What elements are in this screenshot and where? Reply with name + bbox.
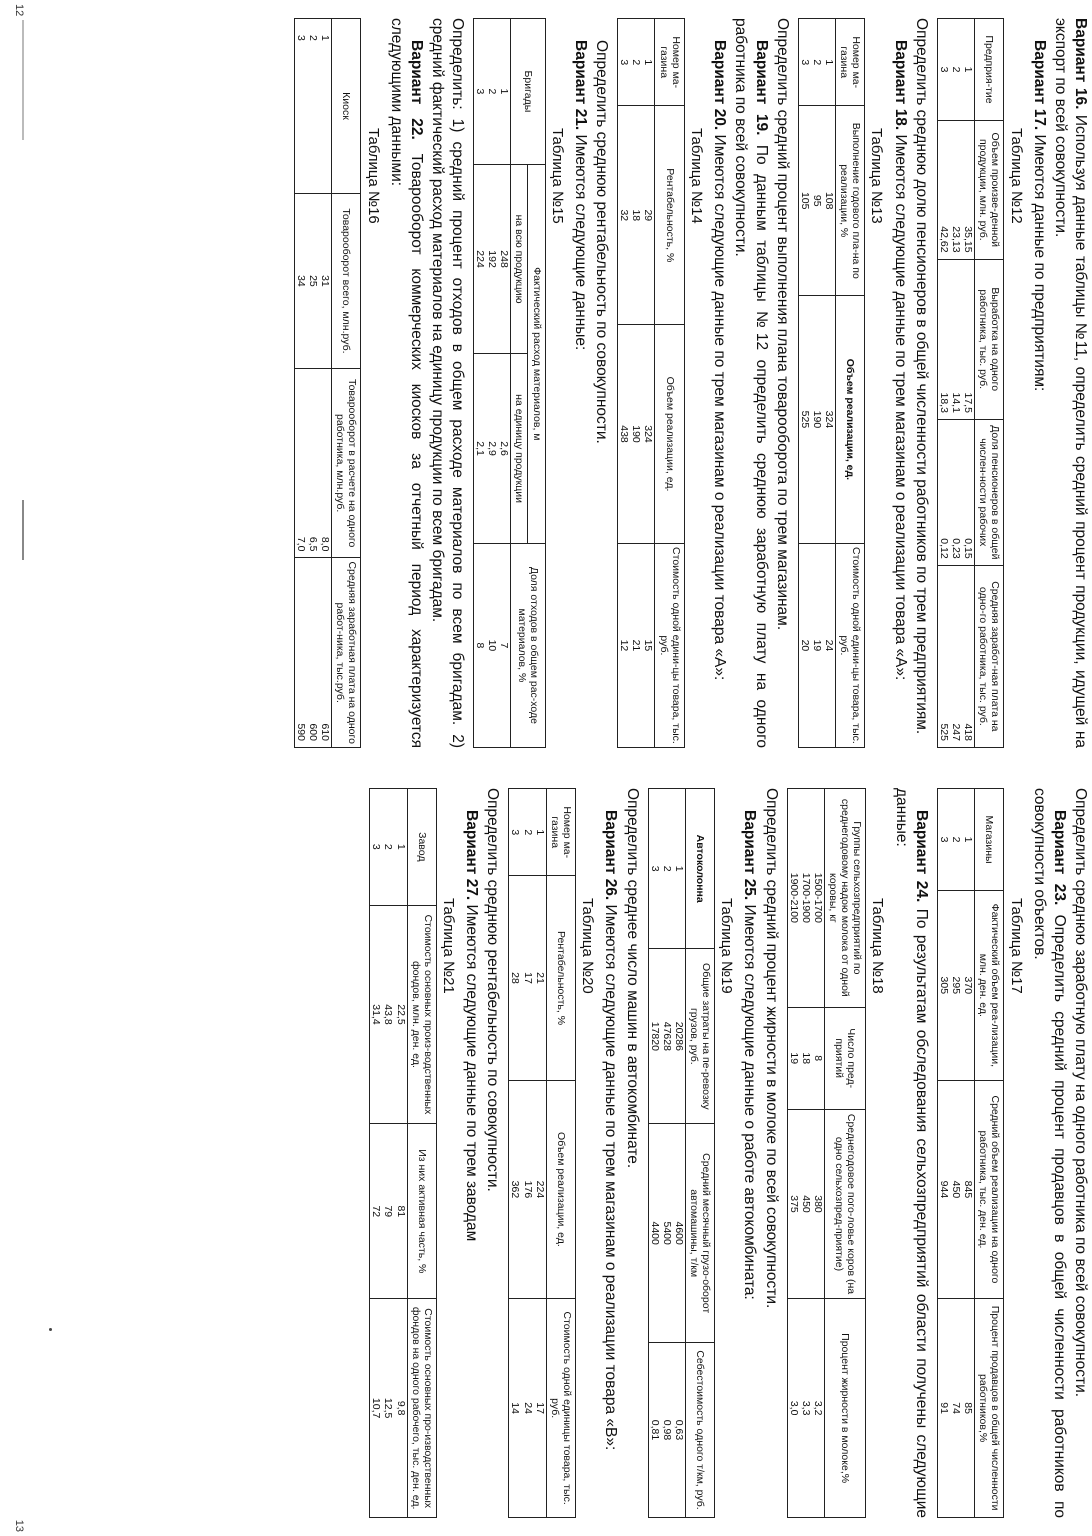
table-row: 3 28 362 14 (509, 789, 522, 1518)
table-row: 1 21 224 17 (534, 789, 547, 1518)
table-row: 3 224 2,1 8 (474, 19, 487, 748)
table-header: Стоимость основных про-изводственных фондов на одного рабочего, тыс. ден. ед. (407, 1299, 436, 1518)
table-row: 2 18 190 21 (630, 19, 642, 748)
table-header: Объем реализации, ед. (655, 325, 684, 544)
right-page-content (363, 788, 1090, 1518)
table-header: Общие затраты на пе-ревозку грузов, руб. (685, 949, 714, 1124)
table-row: 2 192 2,9 10 (486, 19, 498, 748)
table-header: Стоимость одной едини-цы товара, тыс. руб. (655, 543, 684, 747)
variant-26-question: Определить среднюю рентабельность по совокупности. (484, 788, 502, 1192)
table-header: Процент продавцов в общей численности работников,% (974, 1299, 1003, 1518)
table-header: на всю продукцию (511, 164, 528, 354)
table-row: 1 31 8,0 610 (319, 19, 332, 748)
table-17-caption: Таблица №17 (1007, 898, 1025, 994)
table-row: 1 370 845 85 (962, 789, 975, 1518)
table-row: 2 17 176 24 (521, 789, 533, 1518)
table-header: Объем реализации, ед. (835, 296, 864, 544)
table-18-caption: Таблица №18 (869, 898, 887, 994)
variant-20-question: Определить среднюю рентабельность по совокупности. (593, 40, 611, 444)
table-12 (937, 18, 1004, 748)
table-row: 1 248 2,6 7 (498, 19, 511, 748)
table-row: 1 20286 4600 0,63 (673, 789, 686, 1518)
table-row: 3 17820 4400 0,81 (648, 789, 661, 1518)
table-header: Процент жирности в молоке,% (824, 1299, 865, 1518)
table-header: на единицу продукции (511, 354, 528, 544)
table-row: 1 35,15 17,5 0,15 418 (962, 19, 975, 748)
variant-21-question: Определить: 1) средний процент отходов в общем расходе материалов по всем бригадам. 2) средний фактический расход материалов на единицу продукции по всем бригадам. (429, 18, 467, 748)
table-20 (508, 788, 575, 1518)
table-14 (617, 18, 684, 748)
table-header: Магазины (974, 789, 1003, 891)
table-row: 3 105 525 20 (798, 19, 811, 748)
table-header: Средний месячный грузо-оборот автомашины, т/км (685, 1124, 714, 1343)
table-header: Выполнение годового пла-на по реализации, % (835, 106, 864, 296)
scan-speck (49, 1328, 52, 1331)
variant-20: Вариант 20. Имеются следующие данные по трем магазинам о реализации товара «А»: (711, 40, 729, 681)
table-header: Средняя заработная плата на одного работ-ника, тыс.руб. (332, 558, 361, 748)
table-16 (294, 18, 361, 748)
variant-24: Вариант 24. По результатам обследования сельхозпредприятий области получены следующие данные: (892, 788, 930, 1518)
table-header: Стоимость основных произ-водственных фондов, млн. ден. ед. (407, 905, 436, 1124)
table-15 (473, 18, 545, 748)
table-13-caption: Таблица №13 (868, 128, 886, 224)
variant-16: Вариант 16. Используя данные таблицы №11, определить средний процент продукции, идущей на экспорт по всей совокупности. (1051, 18, 1089, 748)
table-header: Объем произве-денной продукции, млн. руб. (974, 121, 1003, 260)
table-header: Товарооборот в расчете на одного работника, млн.руб. (332, 368, 361, 558)
table-row: 2 23,13 14,1 0,23 247 (950, 19, 962, 748)
table-header: Рентабельность, % (655, 106, 684, 325)
table-header: Объем реализации, ед. (546, 1080, 575, 1299)
table-19 (648, 788, 715, 1518)
table-16-caption: Таблица №16 (364, 128, 382, 224)
table-header: Предприя-тие (974, 19, 1003, 121)
table-header: Стоимость одной едини-цы товара, тыс. руб. (835, 543, 864, 747)
table-19-caption: Таблица №19 (718, 898, 736, 994)
table-row: 1 29 324 15 (642, 19, 655, 748)
variant-23: Вариант 23. Определить средний процент продавцов в общей численности работников по совокупности объектов. (1030, 788, 1068, 1518)
table-20-caption: Таблица №20 (579, 898, 597, 994)
table-header: Номер ма-газина (835, 19, 864, 106)
variant-18-question: Определить средний процент выполнения плана товарооборота по трем магазинам. (773, 18, 791, 631)
page-number: 13 (13, 1519, 25, 1532)
table-header: Из них активная часть, % (407, 1124, 436, 1299)
table-header: Число пред-приятий (824, 1007, 865, 1109)
table-header: Автоколонна (685, 789, 714, 949)
table-row: 2 95 190 19 (811, 19, 823, 748)
table-header: Доля пенсионеров в общей числен-ности рабочих (974, 419, 1003, 565)
table-row: 1700-1900 18 450 3,3 (800, 789, 812, 1518)
table-row: 3 32 438 12 (618, 19, 631, 748)
table-header: Стоимость одной единицы товара, тыс. руб. (546, 1299, 575, 1518)
variant-17-question: Определить среднюю долю пенсионеров в общей численности работников по трем предприятиям. (912, 18, 930, 735)
table-row: 2 43,8 79 12,5 (382, 789, 394, 1518)
table-row: 1900-2100 19 375 3,0 (787, 789, 800, 1518)
table-header: Среднегодовое пого-ловье коров (на одно сельхозпред-приятие) (824, 1109, 865, 1299)
table-header: Средний объем реализации на одного работника, тыс. ден. ед. (974, 1080, 1003, 1299)
table-header: Себестоимость одного т/км, руб. (685, 1343, 714, 1518)
table-14-caption: Таблица №14 (688, 128, 706, 224)
table-header: Номер ма-газина (546, 789, 575, 876)
table-header: Фактический расход материалов, м (528, 164, 545, 543)
table-21 (369, 788, 436, 1518)
scan-artifact (22, 20, 24, 140)
table-row: 2 295 450 74 (950, 789, 962, 1518)
variant-17: Вариант 17. Имеются данные по предприятиям: (1030, 40, 1048, 392)
table-header: Фактический объем реа-лизации, млн. ден. ед. (974, 891, 1003, 1081)
variant-18: Вариант 18. Имеются следующие данные по трем магазинам о реализации товара «А»: (891, 40, 909, 681)
table-header: Доля отходов в общем рас-ходе материалов, % (511, 543, 545, 747)
variant-21: Вариант 21. Имеются следующие данные: (572, 40, 590, 351)
table-header: Выработка на одного работника, тыс. руб. (974, 259, 1003, 419)
left-page-content (288, 18, 1090, 748)
table-row: 1 108 324 24 (823, 19, 836, 748)
right-page (0, 768, 1092, 1536)
table-row: 2 25 6,5 600 (307, 19, 319, 748)
table-row: 2 47628 5400 0,98 (661, 789, 673, 1518)
table-21-caption: Таблица №21 (440, 898, 458, 994)
table-row: 3 31,4 72 10,7 (370, 789, 383, 1518)
table-header: Бригады (511, 19, 545, 165)
table-row: 3 34 7,0 590 (294, 19, 307, 748)
table-15-caption: Таблица №15 (549, 128, 567, 224)
variant-27: Вариант 27. Имеются следующие данные по трем заводам (463, 810, 481, 1242)
variant-25-question: Определить среднее число машин в автокомбинате. (623, 788, 641, 1169)
variant-25: Вариант 25. Имеются следующие данные о работе автокомбината: (741, 810, 759, 1300)
variant-24-question: Определить средний процент жирности в молоке по всей совокупности. (762, 788, 780, 1309)
table-row: 3 42,62 18,3 0,12 525 (937, 19, 950, 748)
table-18 (787, 788, 866, 1518)
page-number: 12 (13, 4, 25, 17)
table-17 (937, 788, 1004, 1518)
variant-26: Вариант 26. Имеются следующие данные по трем магазинам о реализации товара «В»: (602, 810, 620, 1451)
scan-artifact (22, 500, 24, 560)
table-row: 1 22,5 81 9,8 (394, 789, 407, 1518)
table-header: Группы сельхозпредприятий по среднегодовому надою молока от одной коровы, кг (824, 789, 865, 1008)
variant-19: Вариант 19. По данным таблицы №12 определить среднюю заработную плату на одного работника по всей совокупности. (732, 18, 770, 748)
table-row: 3 305 944 91 (937, 789, 950, 1518)
table-row: 1500-1700 8 380 3,2 (812, 789, 825, 1518)
table-13 (798, 18, 865, 748)
table-header: Киоск (332, 19, 361, 194)
variant-22: Вариант 22. Товарооборот коммерческих киосков за отчетный период характеризуется следующими данными: (387, 18, 425, 748)
table-header: Завод (407, 789, 436, 906)
table-12-caption: Таблица №12 (1007, 128, 1025, 224)
variant-22-question: Определить среднюю заработную плату на одного работника по всей совокупности. (1072, 788, 1089, 1398)
table-header: Номер ма-газина (655, 19, 684, 106)
table-header: Средняя заработ-ная плата на одно-го работника, тыс. руб. (974, 565, 1003, 747)
table-header: Товарооборот всего, млн.руб. (332, 193, 361, 368)
table-header: Рентабельность, % (546, 876, 575, 1080)
